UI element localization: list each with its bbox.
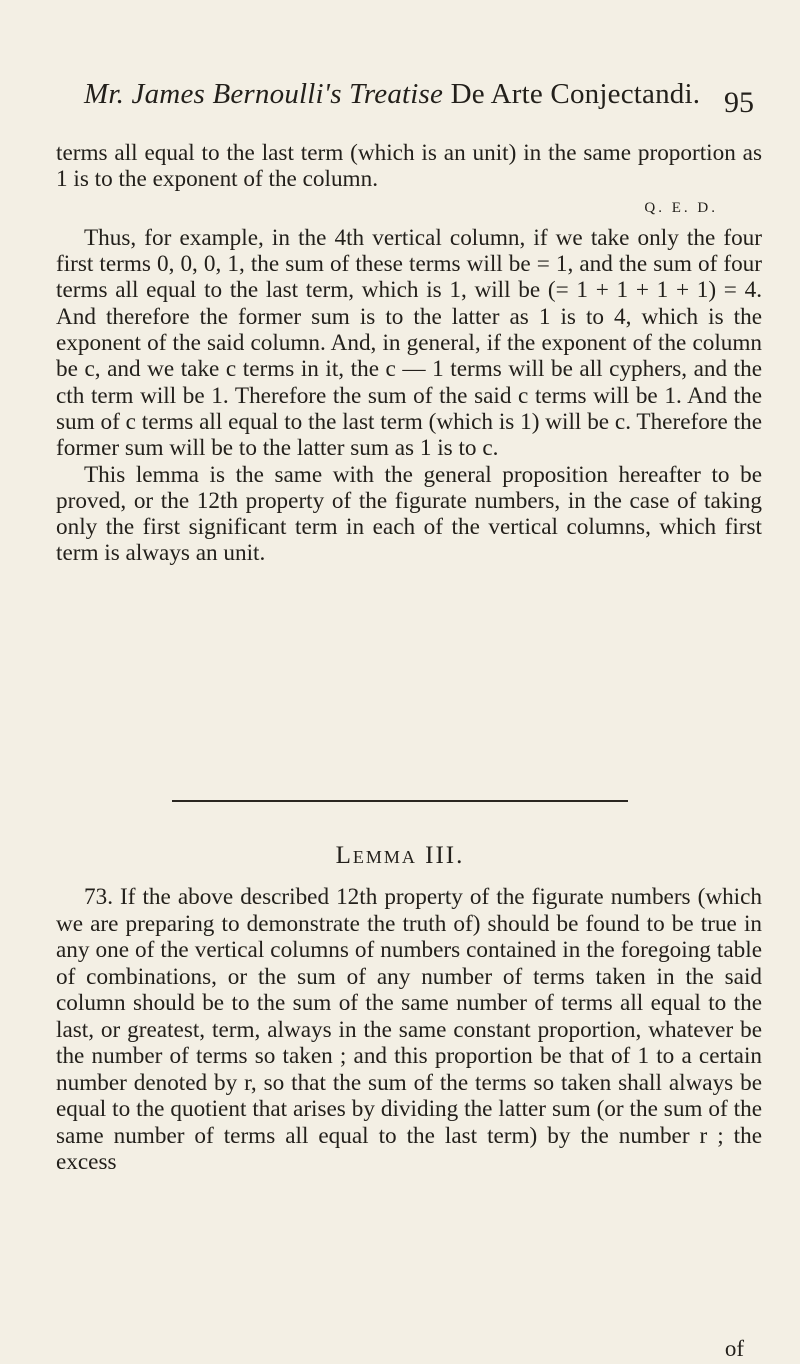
page-number: 95 <box>724 86 754 119</box>
paragraph-73: 73. If the above described 12th property of the figurate numbers (which we are preparing to demonstrate the truth of) should be found to be true in any one of the vertical columns of numbers contained in the foregoing table of combinations, or the sum of any number of terms taken in the said column should be to the sum of the same number of terms all equal to the last, or greatest, term, always in the same constant proportion, whatever be the number of terms so taken ; and this proportion be that of 1 to a certain number denoted by r, so that the sum of the terms so taken shall always be equal to the quotient that arises by dividing the latter sum (or the sum of the same number of terms all equal to the last term) by the number r ; the excess <box>56 884 762 1176</box>
running-title <box>84 78 700 111</box>
paragraph-lemma-note: This lemma is the same with the general proposition hereafter to be proved, or the 12th property of the figurate numbers, in the case of taking only the first significant term in each of the vertical columns, which first term is always an unit. <box>56 461 762 567</box>
body-text <box>56 140 762 567</box>
running-title-italic: Mr. James Bernoulli's Treatise <box>84 78 444 110</box>
lemma-text <box>56 884 762 1176</box>
divider-rule <box>172 800 628 802</box>
lemma-heading: Lemma III. <box>335 842 465 869</box>
running-head <box>84 78 754 118</box>
catchword: of <box>724 1336 744 1361</box>
paragraph-continuation: terms all equal to the last term (which is an unit) in the same proportion as 1 is to the exponent of the column. <box>56 140 762 193</box>
qed-mark: Q. E. D. <box>644 199 718 216</box>
paragraph-example: Thus, for example, in the 4th vertical column, if we take only the four first terms 0, 0, 0, 1, the sum of these terms will be = 1, and the sum of four terms all equal to the last term, which is 1, will be (= 1 + 1 + 1 + 1) = 4. And therefore the former sum is to the latter as 1 is to 4, which is the exponent of the said column. And, in general, if the exponent of the column be c, and we take c terms in it, the c — 1 terms will be all cyphers, and the cth term will be 1. Therefore the sum of the said c terms will be 1. And the sum of c terms all equal to the last term (which is 1) will be c. Therefore the former sum will be to the latter sum as 1 is to c. <box>56 224 762 462</box>
section-divider <box>172 798 628 804</box>
running-title-rest: De Arte Conjectandi. <box>443 78 701 110</box>
